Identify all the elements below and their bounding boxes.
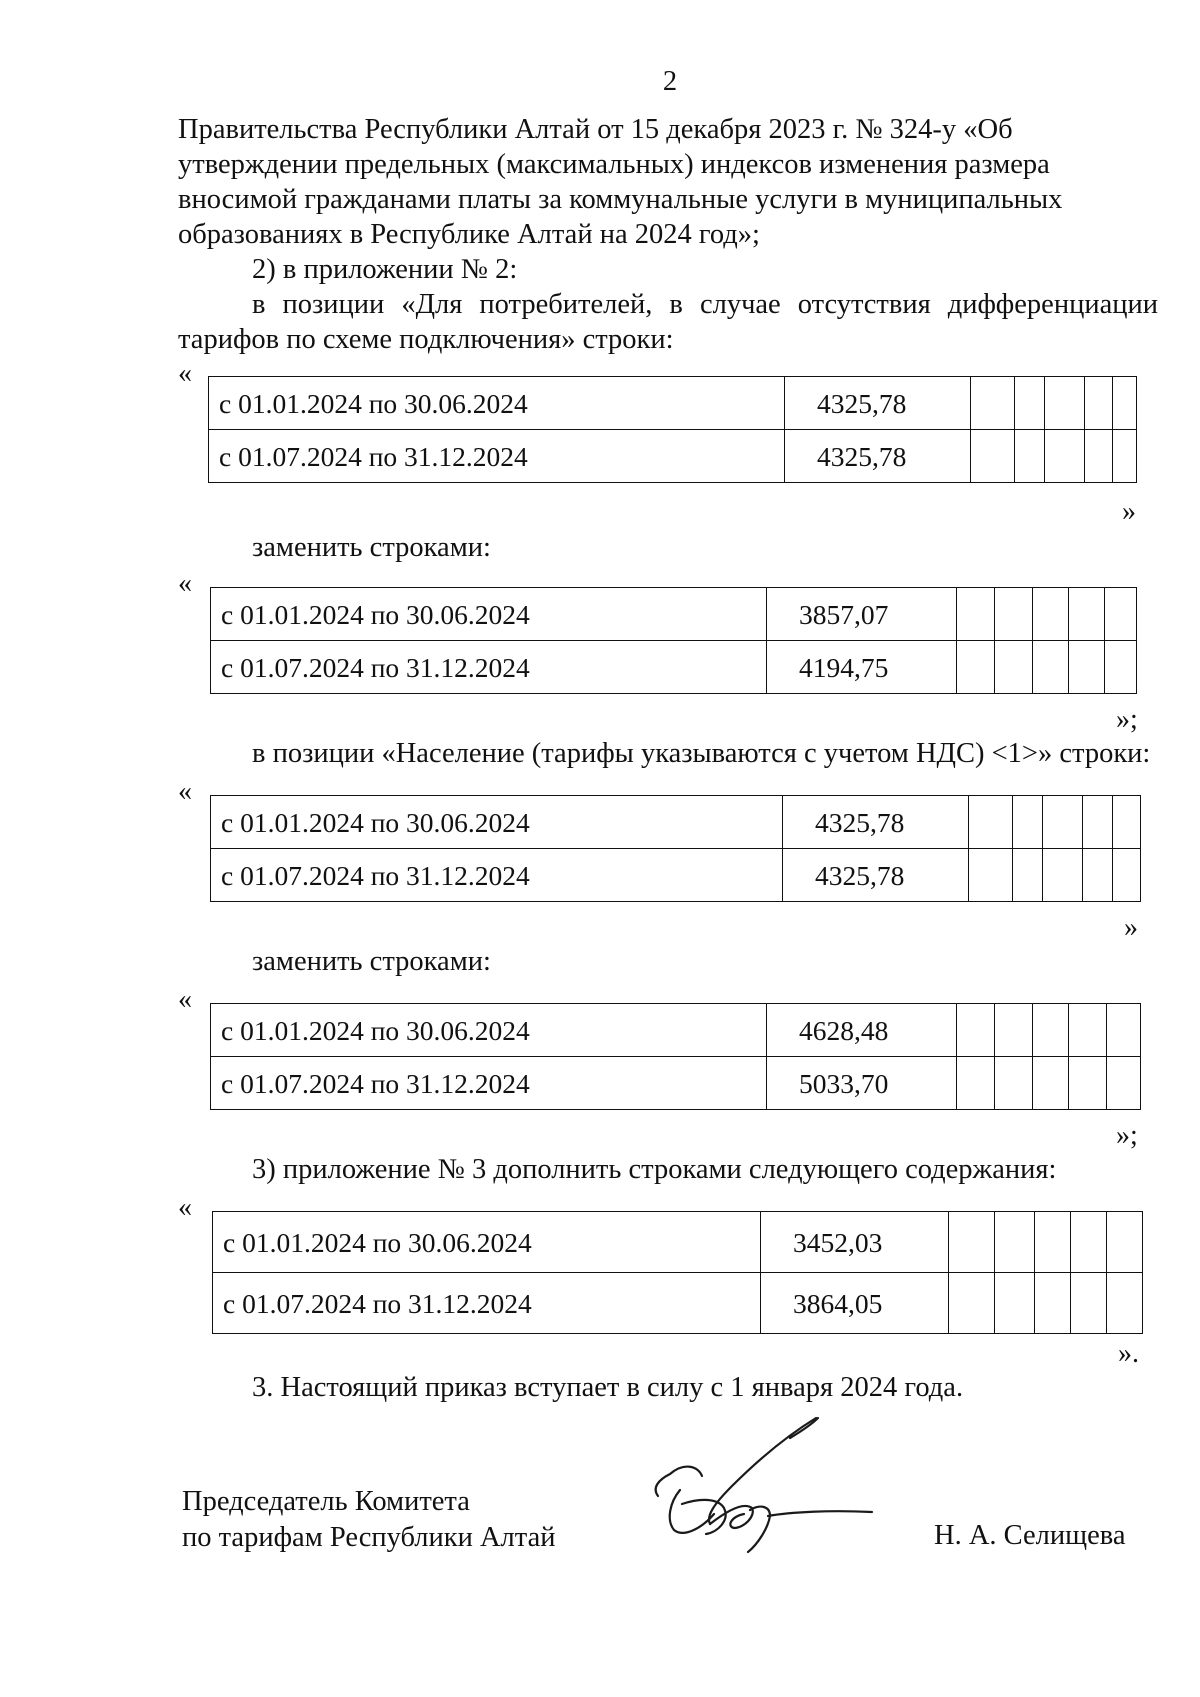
empty-cell xyxy=(1113,796,1141,849)
signatory-title-line-1: Председатель Комитета xyxy=(182,1486,470,1517)
close-quote: » xyxy=(1122,496,1136,527)
empty-cell xyxy=(1013,796,1043,849)
empty-cell xyxy=(1113,377,1137,430)
replace-text: заменить строками: xyxy=(252,532,491,563)
open-quote: « xyxy=(178,984,192,1015)
table-row xyxy=(211,1004,1141,1057)
empty-cell xyxy=(1083,796,1113,849)
open-quote: « xyxy=(178,776,192,807)
empty-cell xyxy=(971,377,1015,430)
close-quote-period: ». xyxy=(1118,1338,1139,1369)
item-2-heading: 2) в приложении № 2: xyxy=(252,254,518,285)
empty-cell xyxy=(995,588,1033,641)
intro-line-4: образованиях в Республике Алтай на 2024 год»; xyxy=(178,219,760,250)
tariff-value-cell: 3857,07 xyxy=(767,588,957,641)
tariff-value-cell: 4325,78 xyxy=(785,377,971,430)
handwritten-signature xyxy=(640,1412,880,1562)
close-quote: » xyxy=(1124,912,1138,943)
period-cell: с 01.07.2024 по 31.12.2024 xyxy=(209,430,785,483)
intro-line-2: утверждении предельных (максимальных) индексов изменения размера xyxy=(178,149,1050,180)
item-3-heading: 3) приложение № 3 дополнить строками следующего содержания: xyxy=(252,1154,1057,1185)
empty-cell xyxy=(1071,1273,1107,1334)
empty-cell xyxy=(995,1057,1033,1110)
open-quote: « xyxy=(178,568,192,599)
tariff-table-5 xyxy=(212,1211,1143,1334)
empty-cell xyxy=(949,1212,995,1273)
empty-cell xyxy=(957,1057,995,1110)
empty-cell xyxy=(1045,430,1085,483)
empty-cell xyxy=(995,1004,1033,1057)
period-cell: с 01.07.2024 по 31.12.2024 xyxy=(211,641,767,694)
tariff-table-4 xyxy=(210,1003,1141,1110)
empty-cell xyxy=(1107,1057,1141,1110)
page-number: 2 xyxy=(662,66,678,97)
empty-cell xyxy=(1015,430,1045,483)
empty-cell xyxy=(1107,1273,1143,1334)
empty-cell xyxy=(1069,1057,1107,1110)
tariff-value-cell: 3864,05 xyxy=(761,1273,949,1334)
empty-cell xyxy=(1043,796,1083,849)
empty-cell xyxy=(1069,1004,1107,1057)
close-quote-semicolon: »; xyxy=(1116,704,1138,735)
empty-cell xyxy=(1105,641,1137,694)
item-2-position-2: в позиции «Население (тарифы указываются с учетом НДС) <1>» строки: xyxy=(252,738,1151,769)
period-cell: с 01.07.2024 по 31.12.2024 xyxy=(211,1057,767,1110)
tariff-value-cell: 4628,48 xyxy=(767,1004,957,1057)
table-row xyxy=(211,588,1137,641)
period-cell: с 01.07.2024 по 31.12.2024 xyxy=(211,849,783,902)
table-row xyxy=(211,849,1141,902)
replace-text: заменить строками: xyxy=(252,946,491,977)
empty-cell xyxy=(957,588,995,641)
empty-cell xyxy=(969,796,1013,849)
period-cell: с 01.01.2024 по 30.06.2024 xyxy=(209,377,785,430)
empty-cell xyxy=(1033,1057,1069,1110)
empty-cell xyxy=(1085,430,1113,483)
empty-cell xyxy=(1013,849,1043,902)
final-clause: 3. Настоящий приказ вступает в силу с 1 января 2024 года. xyxy=(252,1372,964,1403)
empty-cell xyxy=(995,641,1033,694)
empty-cell xyxy=(1069,641,1105,694)
signatory-title-line-2: по тарифам Республики Алтай xyxy=(182,1522,556,1553)
empty-cell xyxy=(971,430,1015,483)
empty-cell xyxy=(1033,588,1069,641)
table-row xyxy=(211,1057,1141,1110)
empty-cell xyxy=(957,641,995,694)
empty-cell xyxy=(1107,1004,1141,1057)
empty-cell xyxy=(1015,377,1045,430)
table-row xyxy=(211,796,1141,849)
empty-cell xyxy=(1071,1212,1107,1273)
period-cell: с 01.01.2024 по 30.06.2024 xyxy=(211,588,767,641)
period-cell: с 01.01.2024 по 30.06.2024 xyxy=(211,1004,767,1057)
tariff-value-cell: 4325,78 xyxy=(783,849,969,902)
table-row xyxy=(213,1273,1143,1334)
tariff-value-cell: 4325,78 xyxy=(783,796,969,849)
empty-cell xyxy=(1107,1212,1143,1273)
item-2-position-line-1: в позиции «Для потребителей, в случае отсутствия дифференциации xyxy=(252,289,1158,320)
tariff-table-2 xyxy=(210,587,1137,694)
empty-cell xyxy=(1113,849,1141,902)
open-quote: « xyxy=(178,358,192,389)
empty-cell xyxy=(1033,641,1069,694)
empty-cell xyxy=(1113,430,1137,483)
empty-cell xyxy=(1069,588,1105,641)
period-cell: с 01.01.2024 по 30.06.2024 xyxy=(211,796,783,849)
signatory-title xyxy=(182,1484,555,1556)
table-row xyxy=(211,641,1137,694)
empty-cell xyxy=(1033,1004,1069,1057)
empty-cell xyxy=(1043,849,1083,902)
intro-line-3: вносимой гражданами платы за коммунальные услуги в муниципальных xyxy=(178,184,1063,215)
open-quote: « xyxy=(178,1192,192,1223)
item-2-position-line-2: тарифов по схеме подключения» строки: xyxy=(178,324,674,355)
close-quote-semicolon: »; xyxy=(1116,1120,1138,1151)
empty-cell xyxy=(1105,588,1137,641)
period-cell: с 01.07.2024 по 31.12.2024 xyxy=(213,1273,761,1334)
empty-cell xyxy=(949,1273,995,1334)
intro-line-1: Правительства Республики Алтай от 15 декабря 2023 г. № 324-у «Об xyxy=(178,114,1013,145)
tariff-value-cell: 5033,70 xyxy=(767,1057,957,1110)
empty-cell xyxy=(957,1004,995,1057)
empty-cell xyxy=(1085,377,1113,430)
table-row xyxy=(213,1212,1143,1273)
empty-cell xyxy=(969,849,1013,902)
table-row xyxy=(209,430,1137,483)
empty-cell xyxy=(995,1273,1035,1334)
table-row xyxy=(209,377,1137,430)
empty-cell xyxy=(995,1212,1035,1273)
period-cell: с 01.01.2024 по 30.06.2024 xyxy=(213,1212,761,1273)
tariff-value-cell: 4325,78 xyxy=(785,430,971,483)
empty-cell xyxy=(1035,1212,1071,1273)
tariff-value-cell: 3452,03 xyxy=(761,1212,949,1273)
tariff-table-1 xyxy=(208,376,1137,483)
empty-cell xyxy=(1045,377,1085,430)
empty-cell xyxy=(1035,1273,1071,1334)
tariff-value-cell: 4194,75 xyxy=(767,641,957,694)
signatory-name: Н. А. Селищева xyxy=(934,1520,1126,1551)
empty-cell xyxy=(1083,849,1113,902)
tariff-table-3 xyxy=(210,795,1141,902)
